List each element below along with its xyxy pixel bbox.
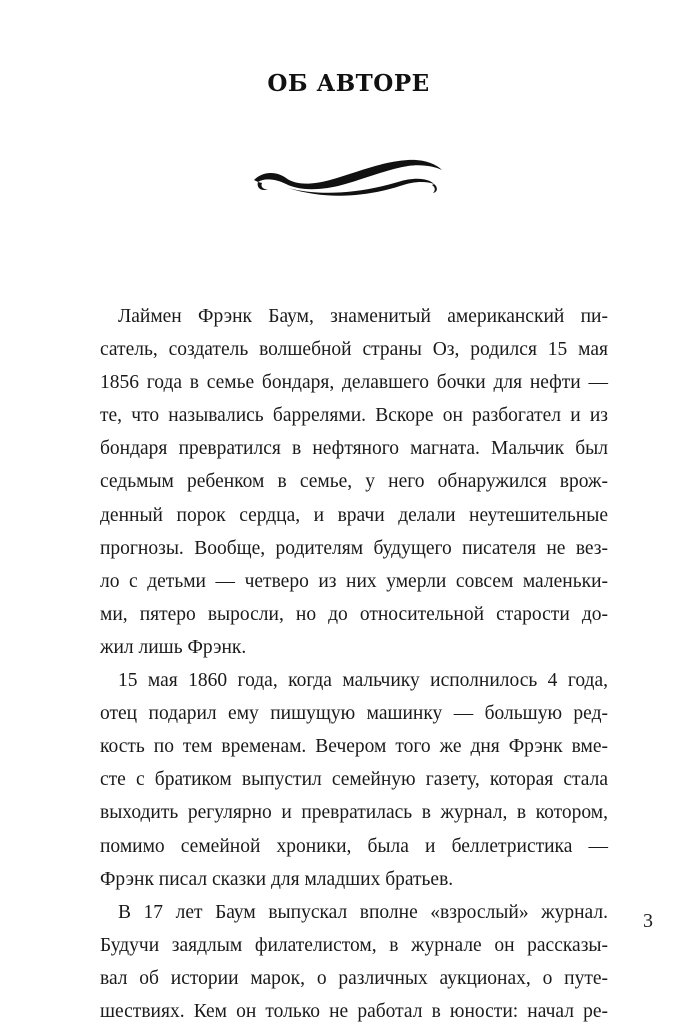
text-line: отец подарил ему пишущую машинку — большую ред- — [100, 703, 608, 725]
text-line: сте с братиком выпустил семейную газету, которая стала — [100, 769, 608, 791]
text-line: бондаря превратился в нефтяного магната. Мальчик был — [100, 438, 608, 460]
text-line: 1856 года в семье бондаря, делавшего бочки для нефти — — [100, 372, 608, 394]
text-line: шествиях. Кем он только не работал в юности: начал ре- — [100, 1000, 608, 1022]
text-line: прогнозы. Вообще, родителям будущего писателя не вез- — [100, 537, 608, 559]
text-line: Лаймен Фрэнк Баум, знаменитый американский пи- — [118, 306, 608, 327]
decorative-swash-icon — [248, 150, 448, 200]
page-title: ОБ АВТОРЕ — [267, 70, 430, 97]
text-line: ло с детьми — четверо из них умерли совсем маленьки- — [100, 570, 608, 592]
text-line: жил лишь Фрэнк. — [100, 636, 247, 658]
text-line: сатель, создатель волшебной страны Оз, родился 15 мая — [100, 339, 608, 361]
text-line: денный порок сердца, и врачи делали неутешительные — [100, 504, 608, 526]
body-text — [100, 300, 608, 1028]
text-line: Будучи заядлым филателистом, в журнале он рассказы- — [100, 934, 608, 956]
text-line: 15 мая 1860 года, когда мальчику исполнилось 4 года, — [118, 670, 608, 692]
text-line: кость по тем временам. Вечером того же дня Фрэнк вме- — [100, 736, 608, 758]
text-line: Фрэнк писал сказки для младших братьев. — [100, 868, 454, 890]
text-line: седьмым ребенком в семье, у него обнаружился врож- — [100, 471, 608, 493]
text-line: выходить регулярно и превратилась в журнал, в котором, — [100, 802, 608, 824]
text-line: те, что назывались баррелями. Вскоре он разбогател и из — [100, 405, 608, 427]
text-line: вал об истории марок, о различных аукционах, о путе- — [100, 967, 608, 989]
text-line: В 17 лет Баум выпускал вполне «взрослый» журнал. — [118, 901, 608, 923]
text-line: помимо семейной хроники, была и беллетристика — — [100, 835, 608, 857]
text-line: ми, пятеро выросли, но до относительной старости до- — [100, 603, 608, 625]
page-number: 3 — [643, 910, 653, 932]
